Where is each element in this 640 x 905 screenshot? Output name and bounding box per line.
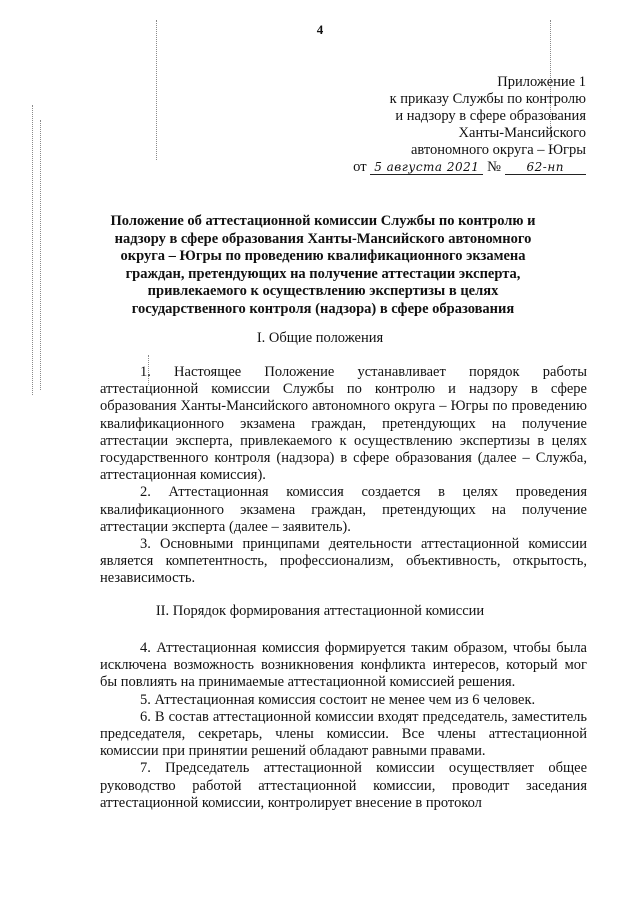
appendix-line: автономного округа – Югры bbox=[410, 142, 586, 158]
page-number: 4 bbox=[316, 22, 324, 37]
section-heading-formation: II. Порядок формирования аттестационной комиссии bbox=[155, 603, 485, 619]
appendix-line: к приказу Службы по контролю bbox=[389, 91, 586, 107]
paragraph: 3. Основными принципами деятельности аттестационной комиссии является компетентность, профессионализм, объективность, открытость, независимость. bbox=[100, 536, 587, 587]
section-general-body bbox=[100, 364, 587, 588]
paragraph: 2. Аттестационная комиссия создается в целях проведения квалификационного экзамена граждан, претендующих на получение аттестации эксперта (далее – заявитель). bbox=[100, 484, 587, 535]
order-date: 5 августа 2021 bbox=[370, 160, 483, 175]
paragraph: 5. Аттестационная комиссия состоит не менее чем из 6 человек. bbox=[140, 691, 536, 708]
appendix-line: и надзору в сфере образования bbox=[395, 108, 586, 124]
scan-artifact-line bbox=[40, 120, 41, 390]
number-label: № bbox=[487, 159, 501, 175]
section-formation-body bbox=[100, 640, 587, 812]
scan-artifact-line bbox=[156, 20, 157, 160]
paragraph: 1. Настоящее Положение устанавливает порядок работы аттестационной комиссии Службы по контролю и надзору в сфере образования Ханты-Мансийского автономного округа – Югры по проведению квалификационного экзамена граждан, претендующих на получение аттестации эксперта, привлекаемого к осуществлению экспертизы в целях государственного контроля (надзора) в сфере образования (далее – Служба, аттестационная комиссия). bbox=[100, 364, 587, 484]
appendix-line: Ханты-Мансийского bbox=[458, 125, 586, 141]
document-title: Положение об аттестационной комиссии Службы по контролю и надзору в сфере образования Ханты-Мансийского автономного округа – Югры по проведению квалификационного экзамена граждан, претендующих на получение аттестации эксперта, привлекаемого к осуществлению экспертизы в целях государственного контроля (надзора) в сфере образования bbox=[110, 213, 536, 317]
order-date-number-line bbox=[306, 159, 586, 176]
paragraph: 7. Председатель аттестационной комиссии осуществляет общее руководство работой аттестационной комиссии, проводит заседания аттестационной комиссии, контролирует внесение в протокол bbox=[100, 760, 587, 811]
order-number: 62-нп bbox=[505, 160, 586, 175]
scan-artifact-line bbox=[32, 105, 33, 395]
section-heading-general: I. Общие положения bbox=[256, 330, 384, 346]
paragraph: 6. В состав аттестационной комиссии входят председатель, заместитель председателя, секретарь, члены комиссии. Все члены аттестационной комиссии при принятии решений обладают равными правами. bbox=[100, 708, 587, 760]
paragraph: 4. Аттестационная комиссия формируется таким образом, чтобы была исключена возможность возникновения конфликта интересов, который мог бы повлиять на принимаемые аттестационной комиссией решения. bbox=[100, 640, 587, 691]
appendix-block bbox=[306, 74, 586, 176]
appendix-line: Приложение 1 bbox=[497, 74, 586, 90]
date-prefix: от bbox=[353, 159, 367, 175]
